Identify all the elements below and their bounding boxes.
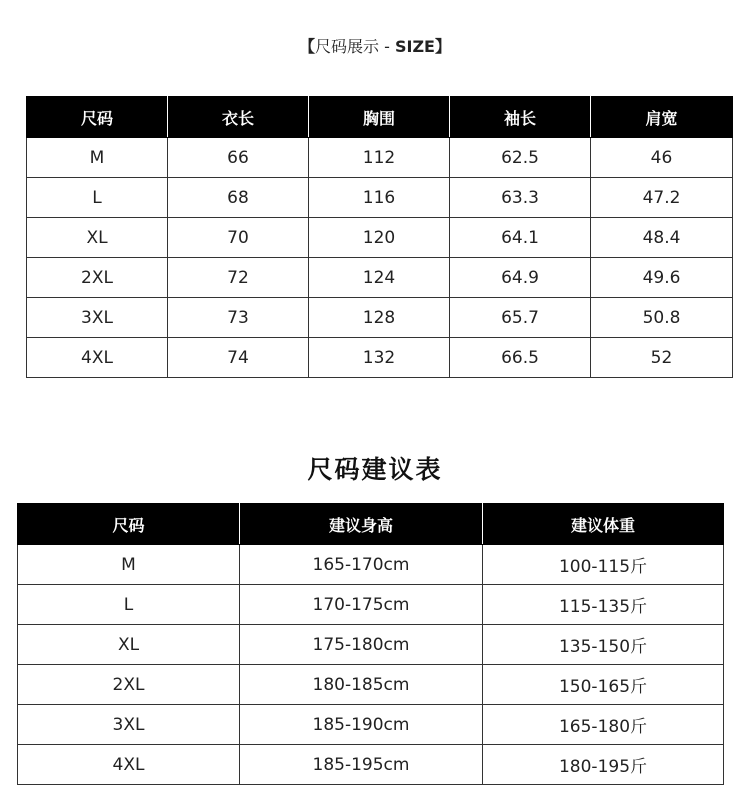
cell-sleeve: 63.3 (450, 178, 591, 218)
cell-size: M (18, 545, 240, 585)
cell-length: 73 (168, 298, 309, 338)
cell-chest: 128 (309, 298, 450, 338)
cell-size: 3XL (27, 298, 168, 338)
cell-weight: 100-115斤 (483, 545, 724, 585)
size-section-title (0, 34, 750, 57)
cell-shoulder: 48.4 (591, 218, 733, 258)
table-row (27, 178, 733, 218)
cell-weight: 150-165斤 (483, 665, 724, 705)
header-shoulder: 肩宽 (591, 97, 733, 138)
title-cn: 尺码展示 - (315, 37, 395, 56)
cell-size: 3XL (18, 705, 240, 745)
cell-sleeve: 62.5 (450, 138, 591, 178)
cell-size: XL (27, 218, 168, 258)
cell-size: L (27, 178, 168, 218)
cell-shoulder: 49.6 (591, 258, 733, 298)
table-row (27, 338, 733, 378)
table-row (18, 585, 724, 625)
title-bracket-close: 】 (434, 37, 451, 56)
cell-sleeve: 66.5 (450, 338, 591, 378)
header-sleeve: 袖长 (450, 97, 591, 138)
cell-size: M (27, 138, 168, 178)
header-length: 衣长 (168, 97, 309, 138)
recommend-table-header-row (18, 504, 724, 545)
table-row (27, 138, 733, 178)
cell-sleeve: 65.7 (450, 298, 591, 338)
cell-height: 180-185cm (240, 665, 483, 705)
cell-size: XL (18, 625, 240, 665)
cell-chest: 112 (309, 138, 450, 178)
recommend-section-title: 尺码建议表 (307, 455, 443, 484)
table-row (27, 258, 733, 298)
cell-size: L (18, 585, 240, 625)
title-bracket-open: 【 (299, 37, 316, 56)
header-size: 尺码 (18, 504, 240, 545)
recommend-table (17, 503, 724, 785)
table-row (18, 625, 724, 665)
cell-length: 74 (168, 338, 309, 378)
cell-height: 165-170cm (240, 545, 483, 585)
table-row (18, 665, 724, 705)
cell-weight: 135-150斤 (483, 625, 724, 665)
table-row (27, 218, 733, 258)
cell-height: 170-175cm (240, 585, 483, 625)
header-weight: 建议体重 (483, 504, 724, 545)
header-height: 建议身高 (240, 504, 483, 545)
table-row (27, 298, 733, 338)
cell-sleeve: 64.1 (450, 218, 591, 258)
table-row (18, 545, 724, 585)
cell-height: 185-190cm (240, 705, 483, 745)
cell-size: 4XL (18, 745, 240, 785)
table-row (18, 705, 724, 745)
size-table-header-row (27, 97, 733, 138)
cell-length: 70 (168, 218, 309, 258)
cell-chest: 124 (309, 258, 450, 298)
table-row (18, 745, 724, 785)
cell-shoulder: 52 (591, 338, 733, 378)
cell-length: 66 (168, 138, 309, 178)
cell-height: 185-195cm (240, 745, 483, 785)
size-table (26, 96, 733, 378)
header-size: 尺码 (27, 97, 168, 138)
cell-shoulder: 50.8 (591, 298, 733, 338)
cell-shoulder: 47.2 (591, 178, 733, 218)
cell-size: 2XL (27, 258, 168, 298)
cell-chest: 116 (309, 178, 450, 218)
cell-weight: 115-135斤 (483, 585, 724, 625)
cell-weight: 180-195斤 (483, 745, 724, 785)
cell-sleeve: 64.9 (450, 258, 591, 298)
cell-shoulder: 46 (591, 138, 733, 178)
title-en: SIZE (394, 37, 435, 56)
cell-size: 2XL (18, 665, 240, 705)
header-chest: 胸围 (309, 97, 450, 138)
cell-length: 72 (168, 258, 309, 298)
cell-chest: 120 (309, 218, 450, 258)
cell-weight: 165-180斤 (483, 705, 724, 745)
cell-height: 175-180cm (240, 625, 483, 665)
cell-size: 4XL (27, 338, 168, 378)
cell-length: 68 (168, 178, 309, 218)
cell-chest: 132 (309, 338, 450, 378)
